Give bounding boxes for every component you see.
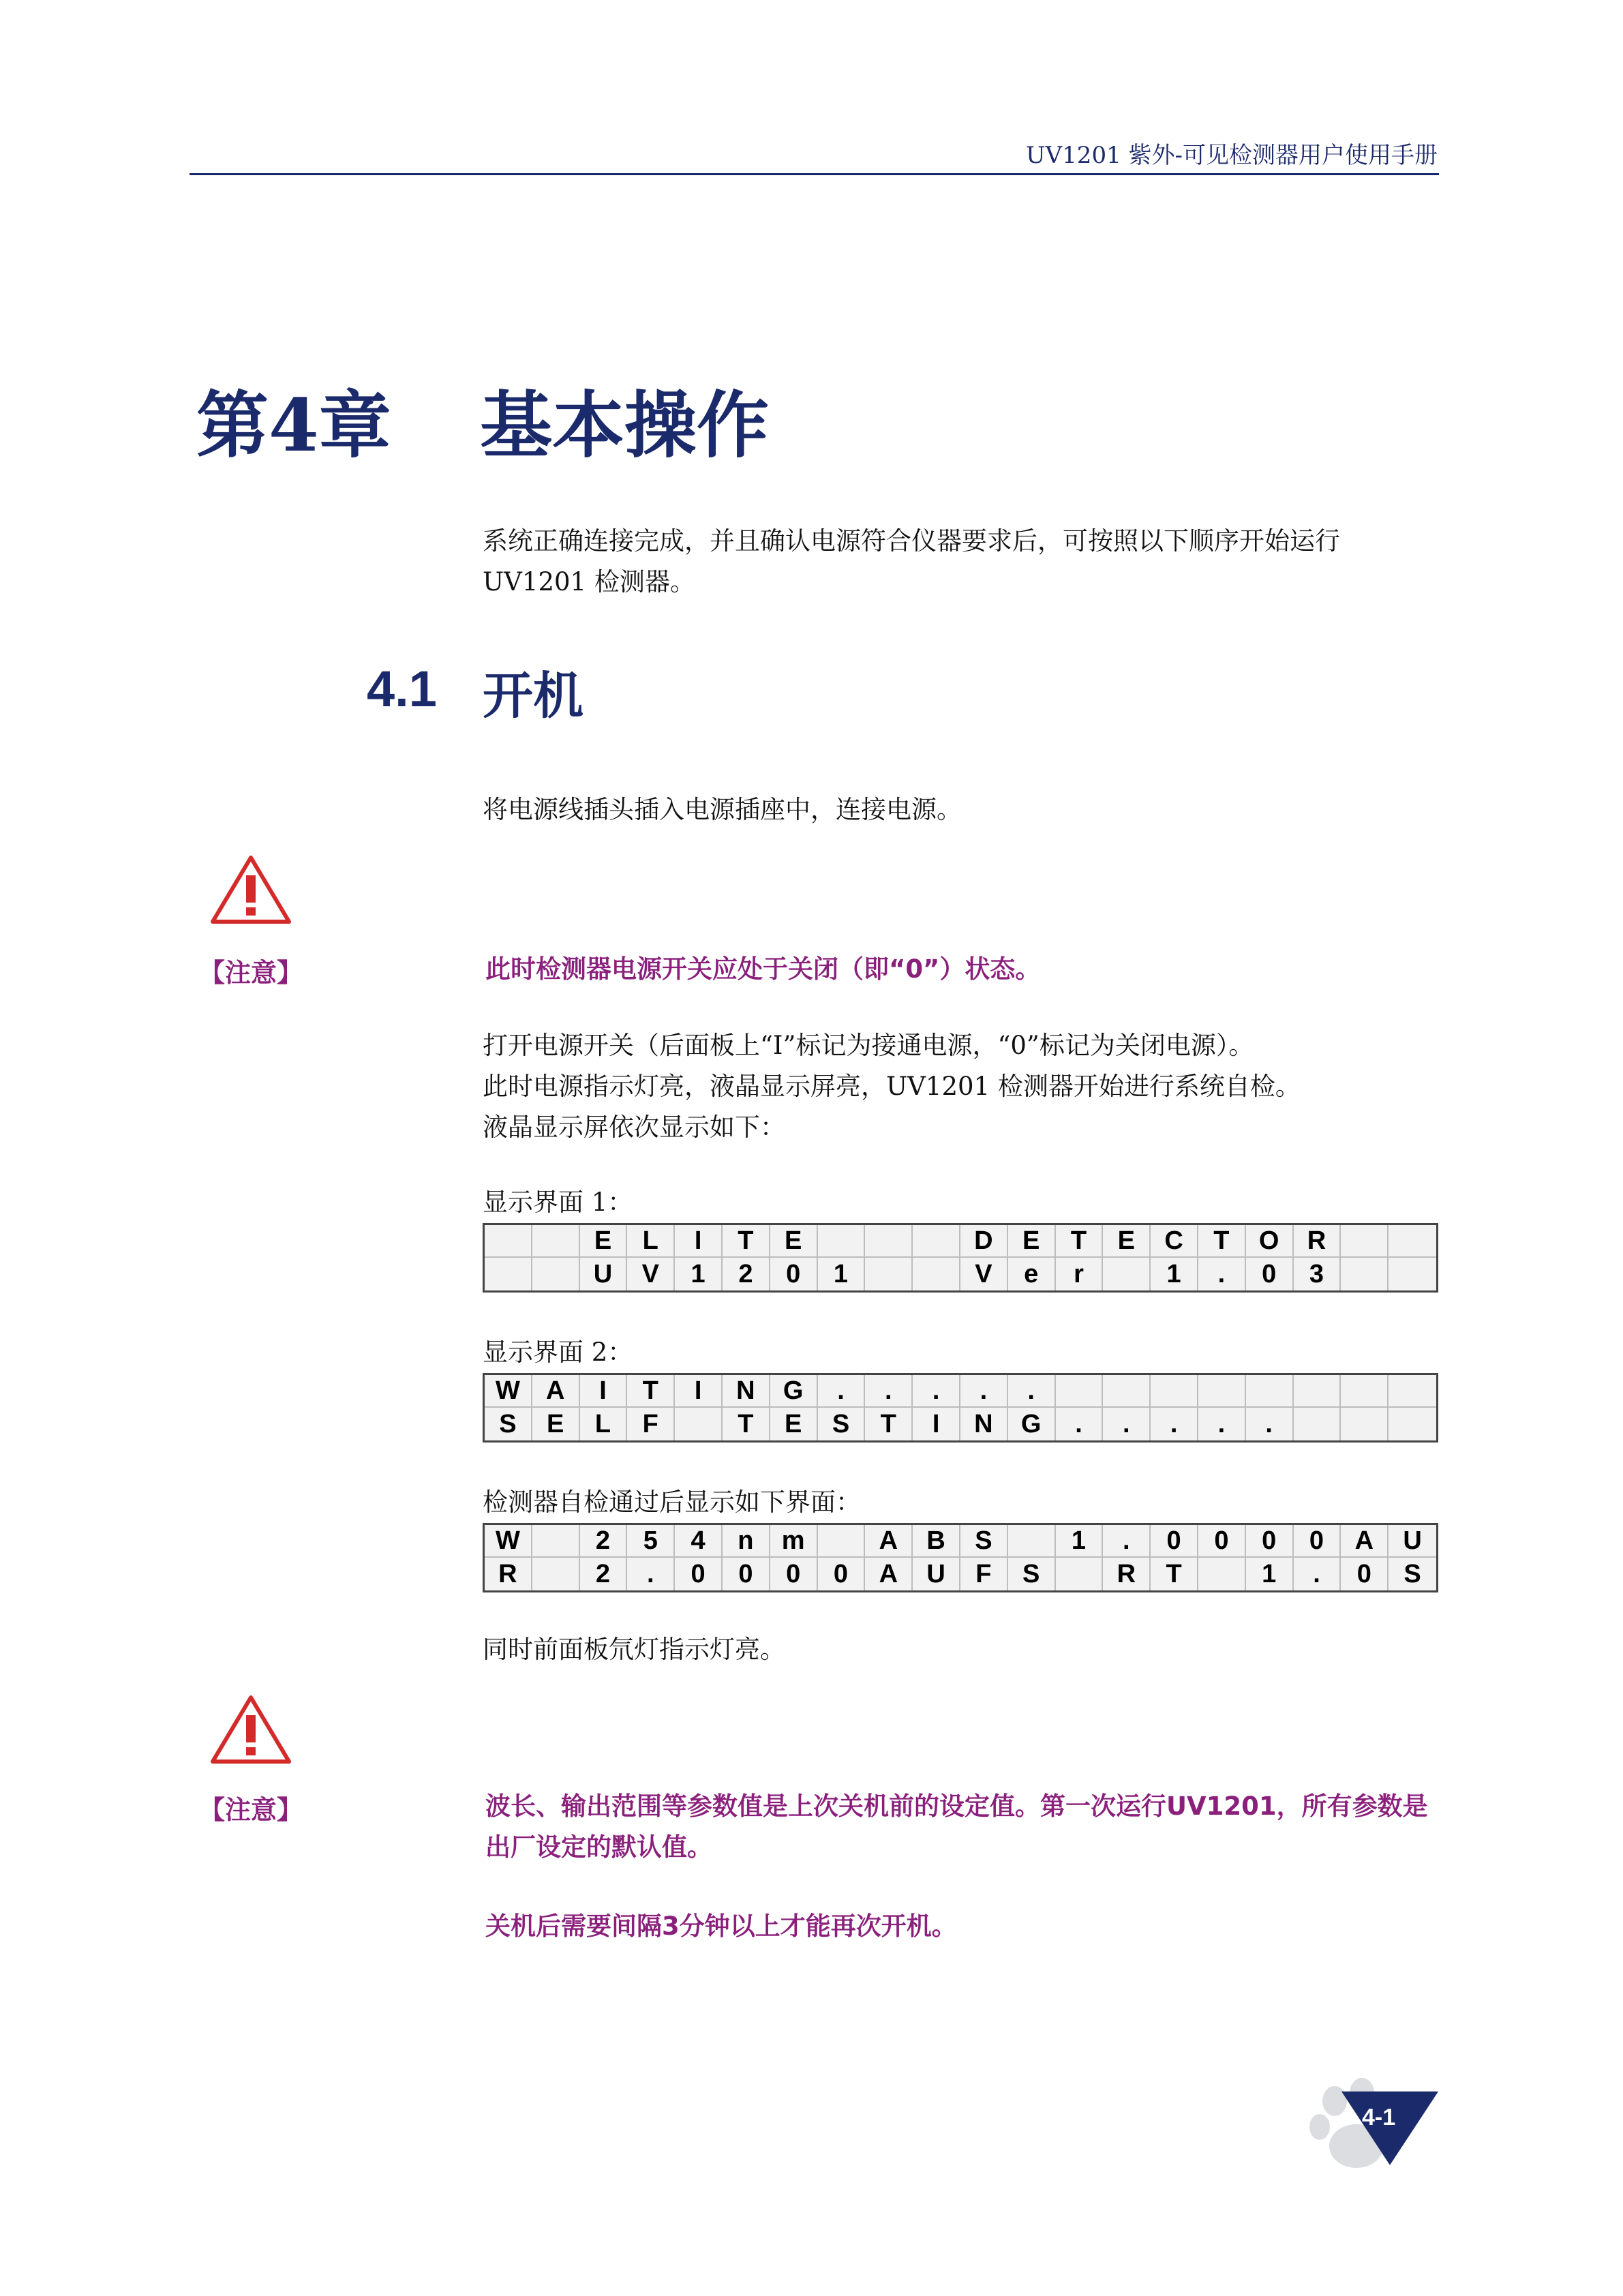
display1-caption: 显示界面 1： xyxy=(483,1188,633,1217)
lcd-cell: E xyxy=(580,1225,628,1258)
lcd-cell: 0 xyxy=(1294,1525,1341,1558)
lcd-cell: . xyxy=(865,1375,913,1408)
lcd-cell xyxy=(865,1258,913,1290)
note-label: 【注意】 xyxy=(199,958,303,988)
lcd-cell xyxy=(1198,1558,1246,1590)
lcd-cell: E xyxy=(1103,1225,1151,1258)
warning-triangle-icon xyxy=(209,854,293,926)
lcd-display-3 xyxy=(483,1523,1438,1592)
lcd-cell: A xyxy=(865,1558,913,1590)
lcd-cell: T xyxy=(1056,1225,1104,1258)
lcd-cell: . xyxy=(1151,1408,1198,1440)
lcd-cell: 0 xyxy=(1198,1525,1246,1558)
lcd-cell xyxy=(532,1258,580,1290)
lcd-cell xyxy=(913,1225,960,1258)
lcd-cell: . xyxy=(1198,1408,1246,1440)
lcd-cell: S xyxy=(485,1408,532,1440)
lcd-cell: 0 xyxy=(1246,1525,1294,1558)
lcd-cell: W xyxy=(485,1525,532,1558)
page-number: 4-1 xyxy=(1362,2104,1396,2130)
lcd-cell: R xyxy=(1103,1558,1151,1590)
lcd-cell: S xyxy=(818,1408,866,1440)
display2-caption: 显示界面 2： xyxy=(483,1338,633,1367)
lcd-cell: G xyxy=(1008,1408,1056,1440)
step-switch-on-line1: 打开电源开关（后面板上“I”标记为接通电源，“0”标记为关闭电源）。 xyxy=(483,1031,1254,1060)
lcd-cell: 2 xyxy=(580,1558,628,1590)
intro-paragraph: 系统正确连接完成，并且确认电源符合仪器要求后，可按照以下顺序开始运行 UV1201 检测器。 xyxy=(483,526,1340,596)
lcd-cell xyxy=(1341,1225,1389,1258)
lcd-cell: 0 xyxy=(1246,1258,1294,1290)
lcd-cell: 5 xyxy=(627,1525,675,1558)
lcd-cell: A xyxy=(532,1375,580,1408)
chapter-number: 第4章 xyxy=(196,382,391,468)
lcd-cell: V xyxy=(960,1258,1008,1290)
lcd-cell: . xyxy=(1198,1258,1246,1290)
lcd-cell xyxy=(1056,1558,1104,1590)
lcd-cell: . xyxy=(1056,1408,1104,1440)
lcd-cell xyxy=(1389,1225,1436,1258)
lcd-cell: E xyxy=(770,1225,818,1258)
lcd-cell: A xyxy=(865,1525,913,1558)
lcd-cell xyxy=(532,1558,580,1590)
lcd-cell: F xyxy=(627,1408,675,1440)
lcd-cell: n xyxy=(723,1525,770,1558)
lcd-cell xyxy=(1103,1375,1151,1408)
lcd-cell xyxy=(818,1225,866,1258)
lcd-cell xyxy=(1198,1375,1246,1408)
lcd-cell xyxy=(1341,1408,1389,1440)
lcd-cell xyxy=(865,1225,913,1258)
note-text: 关机后需要间隔3分钟以上才能再次开机。 xyxy=(485,1912,957,1941)
lcd-cell: S xyxy=(960,1525,1008,1558)
lcd-cell xyxy=(1056,1375,1104,1408)
lcd-cell: 0 xyxy=(723,1558,770,1590)
lcd-cell xyxy=(485,1225,532,1258)
lcd-cell: e xyxy=(1008,1258,1056,1290)
lcd-cell: 1 xyxy=(1151,1258,1198,1290)
lcd-cell: 0 xyxy=(818,1558,866,1590)
lcd-cell: I xyxy=(675,1375,723,1408)
note-text: 此时检测器电源开关应处于关闭（即“0”）状态。 xyxy=(485,954,1041,984)
lcd-cell xyxy=(675,1408,723,1440)
lcd-cell xyxy=(485,1258,532,1290)
lcd-cell: . xyxy=(913,1375,960,1408)
chapter-title: 基本操作 xyxy=(480,382,769,468)
lcd-cell xyxy=(532,1225,580,1258)
lcd-cell: T xyxy=(723,1408,770,1440)
lcd-cell: 0 xyxy=(1341,1558,1389,1590)
lcd-cell xyxy=(1389,1375,1436,1408)
lcd-cell xyxy=(1294,1408,1341,1440)
lcd-cell xyxy=(1103,1258,1151,1290)
lcd-cell: U xyxy=(913,1558,960,1590)
lcd-cell: N xyxy=(723,1375,770,1408)
step-lamp-indicator: 同时前面板氘灯指示灯亮。 xyxy=(483,1635,785,1664)
lcd-cell: I xyxy=(580,1375,628,1408)
lcd-cell: T xyxy=(865,1408,913,1440)
step-switch-on-line3: 液晶显示屏依次显示如下： xyxy=(483,1113,785,1142)
lcd-cell: 2 xyxy=(723,1258,770,1290)
lcd-cell xyxy=(818,1525,866,1558)
lcd-cell xyxy=(1341,1375,1389,1408)
lcd-cell xyxy=(532,1525,580,1558)
lcd-cell xyxy=(1151,1375,1198,1408)
lcd-cell: R xyxy=(485,1558,532,1590)
lcd-cell: N xyxy=(960,1408,1008,1440)
lcd-cell: . xyxy=(960,1375,1008,1408)
section-number: 4.1 xyxy=(367,661,437,717)
header-divider xyxy=(189,173,1439,175)
lcd-cell: R xyxy=(1294,1225,1341,1258)
running-header-title: UV1201 紫外-可见检测器用户使用手册 xyxy=(1025,142,1438,169)
lcd-cell: S xyxy=(1404,1559,1421,1588)
lcd-cell xyxy=(1294,1375,1341,1408)
lcd-cell: G xyxy=(770,1375,818,1408)
lcd-cell: 0 xyxy=(770,1558,818,1590)
lcd-cell: W xyxy=(485,1375,532,1408)
lcd-cell xyxy=(1389,1258,1436,1290)
note-label: 【注意】 xyxy=(199,1795,303,1825)
lcd-cell: U xyxy=(580,1258,628,1290)
lcd-cell: . xyxy=(1103,1525,1151,1558)
lcd-display-2 xyxy=(483,1373,1438,1442)
lcd-cell: F xyxy=(960,1558,1008,1590)
lcd-cell xyxy=(1008,1525,1056,1558)
step-connect-power: 将电源线插头插入电源插座中，连接电源。 xyxy=(483,795,962,824)
lcd-cell: B xyxy=(913,1525,960,1558)
lcd-cell: 0 xyxy=(675,1558,723,1590)
lcd-cell: A xyxy=(1341,1525,1389,1558)
lcd-cell: 4 xyxy=(675,1525,723,1558)
lcd-cell: E xyxy=(1008,1225,1056,1258)
lcd-cell: U xyxy=(1389,1525,1436,1558)
lcd-cell: . xyxy=(818,1375,866,1408)
lcd-cell: V xyxy=(627,1258,675,1290)
lcd-cell: r xyxy=(1056,1258,1104,1290)
lcd-cell: T xyxy=(723,1225,770,1258)
display3-caption: 检测器自检通过后显示如下界面： xyxy=(483,1487,861,1517)
section-title: 开机 xyxy=(483,667,583,725)
lcd-cell: E xyxy=(770,1408,818,1440)
lcd-cell: . xyxy=(1008,1375,1056,1408)
lcd-cell: L xyxy=(627,1225,675,1258)
lcd-cell: T xyxy=(1151,1558,1198,1590)
lcd-cell: E xyxy=(532,1408,580,1440)
lcd-cell: 0 xyxy=(1151,1525,1198,1558)
note-text: 波长、输出范围等参数值是上次关机前的设定值。第一次运行UV1201，所有参数是出厂设定的默认值。 xyxy=(485,1792,1428,1862)
warning-triangle-icon xyxy=(209,1693,293,1766)
lcd-cell: . xyxy=(1246,1408,1294,1440)
lcd-cell: 1 xyxy=(818,1258,866,1290)
lcd-cell: I xyxy=(913,1408,960,1440)
lcd-cell: 1 xyxy=(675,1258,723,1290)
step-switch-on-line2: 此时电源指示灯亮，液晶显示屏亮，UV1201 检测器开始进行系统自检。 xyxy=(483,1072,1301,1101)
lcd-display-1 xyxy=(483,1223,1438,1293)
lcd-cell: . xyxy=(1294,1558,1341,1590)
lcd-cell: . xyxy=(627,1558,675,1590)
lcd-cell xyxy=(1389,1408,1436,1440)
lcd-cell: I xyxy=(675,1225,723,1258)
lcd-cell: 3 xyxy=(1294,1258,1341,1290)
lcd-cell: D xyxy=(960,1225,1008,1258)
lcd-cell: 1 xyxy=(1056,1525,1104,1558)
lcd-cell: T xyxy=(627,1375,675,1408)
lcd-cell: 1 xyxy=(1246,1558,1294,1590)
lcd-cell xyxy=(1246,1375,1294,1408)
lcd-cell xyxy=(913,1258,960,1290)
lcd-cell: S xyxy=(1008,1558,1056,1590)
lcd-cell: 0 xyxy=(770,1258,818,1290)
lcd-cell: T xyxy=(1198,1225,1246,1258)
lcd-cell: 2 xyxy=(580,1525,628,1558)
lcd-cell: . xyxy=(1103,1408,1151,1440)
lcd-cell: L xyxy=(580,1408,628,1440)
lcd-cell: C xyxy=(1151,1225,1198,1258)
lcd-cell: m xyxy=(770,1525,818,1558)
lcd-cell: O xyxy=(1246,1225,1294,1258)
lcd-cell xyxy=(1341,1258,1389,1290)
